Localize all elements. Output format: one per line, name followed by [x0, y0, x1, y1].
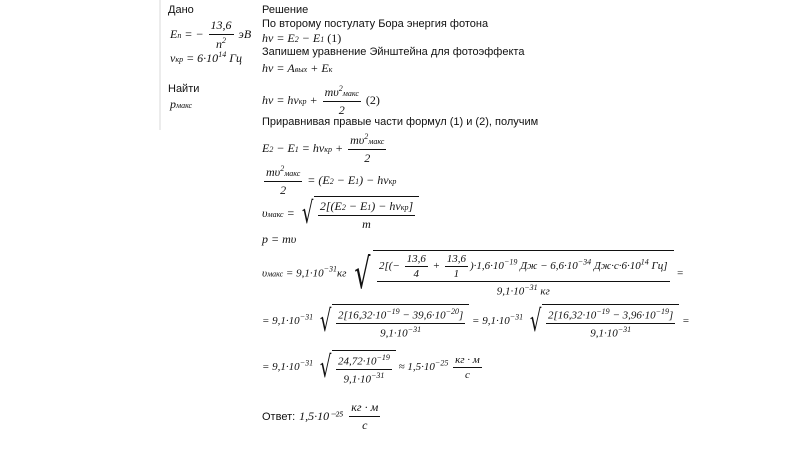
equation-7: p = mυ [262, 232, 297, 246]
solution-text-1: По второму постулату Бора энергия фотона [262, 18, 489, 30]
answer-label: Ответ: [262, 411, 296, 424]
answer-row [262, 400, 382, 433]
answer-unit-num: кг · м [349, 400, 380, 417]
given-title: Дано [168, 4, 194, 16]
equation-9: = $9,1\cdot 10^{-31}$ √ $\frac{2[16,32\cdot 10^{-19} - 39,6\cdot 10^{-20}]}{9,1\cdot 10^{-31}}$ = $9,1\cdot 10^{-31}$ √ $\frac{2[16,32\cdot 10^{-19} - 3,96\cdot 10^{-19}]}{9,1\cdot 10^{-31}}$ = [262, 303, 690, 340]
answer-unit [349, 400, 380, 433]
equation-10: = $9,1\cdot 10^{-31}$ √ $\frac{24,72\cdot 10^{-19}}{9,1\cdot 10^{-31}}$ ≈ $1,5\cdot 10^{-25}$ $\frac{кг \cdot м}{с}$ [262, 349, 480, 386]
solution-text-2: Запишем уравнение Эйнштейна для фотоэффекта [262, 46, 525, 58]
equation-2: hν = Aвых + Eк [262, 61, 333, 75]
solution-title: Решение [262, 4, 309, 16]
equation-1: hν = E2 − E1 (1) [262, 31, 342, 45]
find-value: pмакс [170, 97, 193, 111]
given-frequency: $\nu кр = 6\cdot 10^{14}$ Гц [170, 50, 243, 65]
answer-value: 1,5·10⁻²⁵ [299, 409, 344, 424]
equation-6: υмакс = √ $\frac{\text{2[(E2 − E1) − hνкр]}}{m}$ [262, 196, 419, 232]
given-energy-formula: En = − $\frac{13,6}{n^2}$ эВ [170, 18, 252, 51]
answer-unit-den: с [362, 418, 368, 432]
equation-4: E2 − E1 = hνкр + $\frac{m\upsilon^2макс}{2}$ [262, 132, 385, 165]
find-title: Найти [168, 83, 200, 95]
solution-text-3: Приравнивая правые части формул (1) и (2), получим [262, 116, 539, 128]
equation-8: υмакс = $9,1\cdot 10^{-31}кг$ √ 2[(− $\frac{13,6}{4}$ + $\frac{13,6}{1}$ )$\cdot 1,6\cdot 10^{-19}$ Дж − $6,6\cdot 10^{-34}$ $Дж\cdot с\cdot 6\cdot 10^{14}$ Гц] $9,1\cdot 10^{-31}$ кг = [262, 248, 684, 298]
equation-3: hν = hνкр + $\frac{m\upsilon^2макс}{2}$ (2) [262, 84, 380, 117]
equation-5: $\frac{m\upsilon^2макс}{2}$ = (E2 − E1) − hνкр [266, 164, 397, 197]
